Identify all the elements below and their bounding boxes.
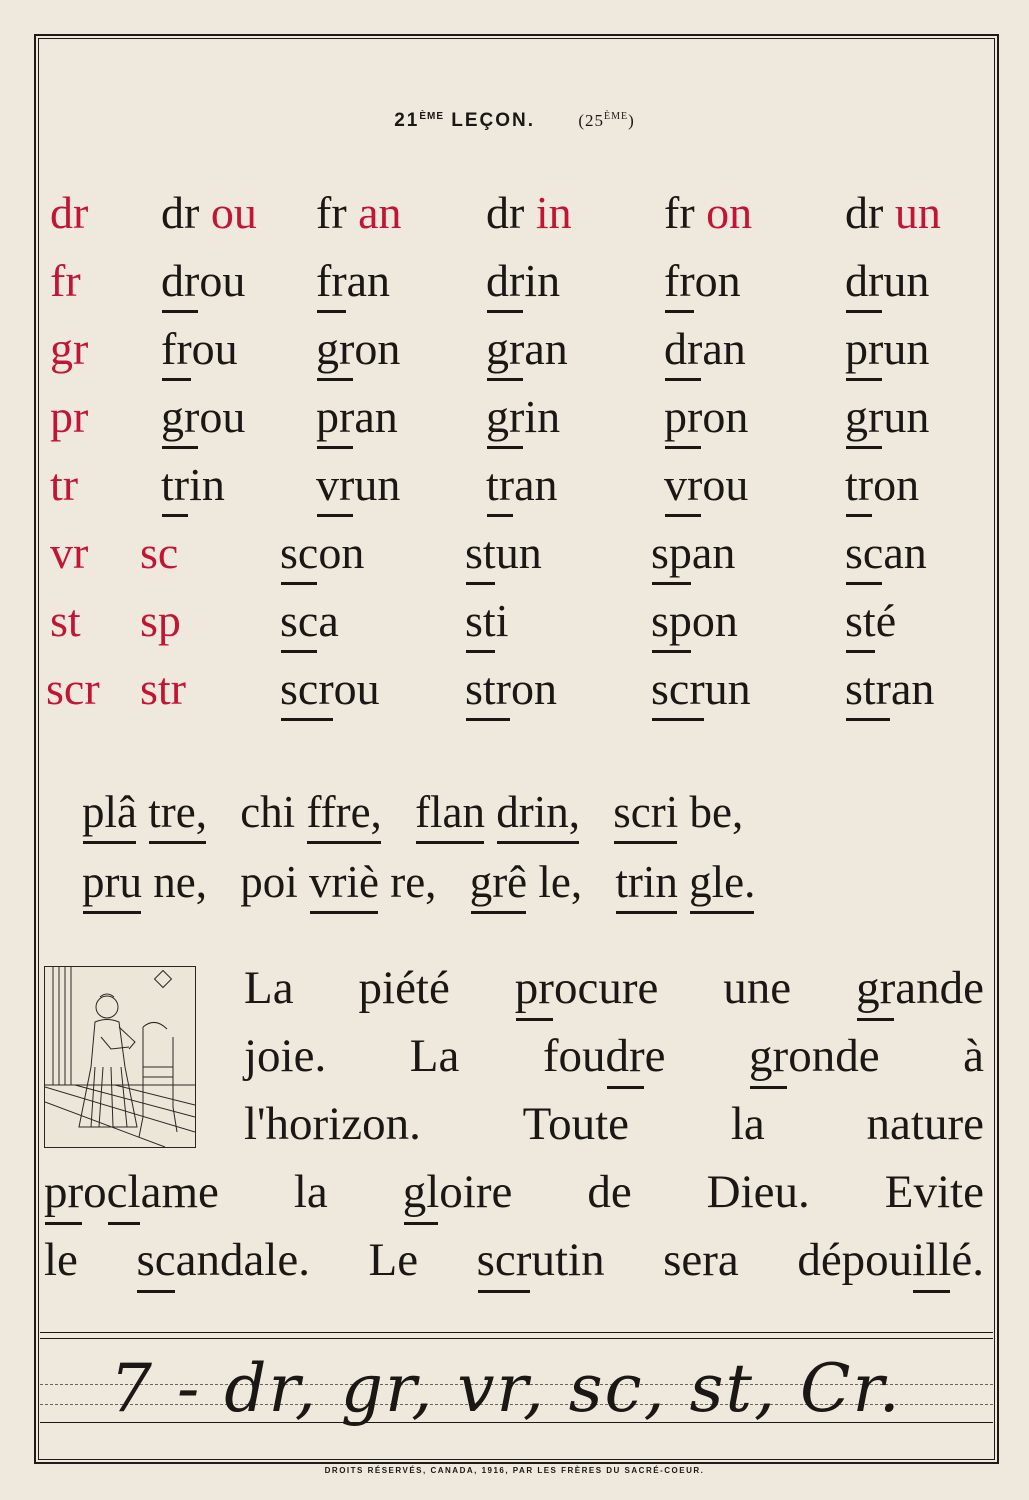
syl-part: ou <box>199 391 246 442</box>
syllable-label: scr <box>46 663 100 714</box>
word-syllable: ne, <box>153 857 207 907</box>
syllable <box>486 187 572 238</box>
syl-part: gr <box>161 391 200 442</box>
paragraph-line-3 <box>244 1098 984 1150</box>
syl-part: str <box>845 663 891 714</box>
syllable <box>486 255 561 306</box>
lesson-header <box>0 110 1029 132</box>
syllable <box>664 459 749 510</box>
paragraph-line-1 <box>244 962 984 1014</box>
para-word: la <box>293 1166 328 1218</box>
word-syllable: le, <box>538 857 583 907</box>
syl-part: on <box>873 459 920 510</box>
syl-part: ou <box>191 323 238 374</box>
word-syllable: ffre, <box>306 787 382 837</box>
word-syllable: gle. <box>689 857 756 907</box>
syl-part: fr <box>316 255 347 306</box>
syl-part: in <box>189 459 225 510</box>
para-word: la <box>730 1098 765 1150</box>
syl-part: dr <box>664 323 703 374</box>
syl-part: an <box>514 459 558 510</box>
para-word: procure <box>514 962 659 1014</box>
alt-num: (25 <box>578 111 605 130</box>
syl-part: tr <box>161 459 190 510</box>
syl-part: scr <box>280 663 334 714</box>
word-line-1 <box>82 787 744 837</box>
syl-part: str <box>465 663 511 714</box>
para-word: joie. <box>244 1030 327 1082</box>
syl-part: sc <box>280 527 319 578</box>
paragraph-line-4 <box>44 1166 984 1218</box>
syl-part: sc <box>280 595 319 646</box>
word-syllable: scri <box>613 787 679 837</box>
syl-part: st <box>465 527 496 578</box>
syl-part: an <box>358 187 402 238</box>
alt-sup: ÈME <box>604 111 629 122</box>
syl-part: st <box>465 595 496 646</box>
syl-part: un <box>883 255 930 306</box>
syl-part: un <box>354 459 401 510</box>
syl-part: on <box>694 255 741 306</box>
para-word: La <box>244 962 294 1014</box>
lesson-sup: ÈME <box>419 111 444 122</box>
syllable-label: dr <box>50 187 89 238</box>
para-word: scrutin <box>476 1234 605 1286</box>
syl-part: a <box>318 595 339 646</box>
word-syllable: re, <box>390 857 437 907</box>
syl-part: ou <box>199 255 246 306</box>
syllable-label: vr <box>50 527 89 578</box>
para-word: Toute <box>522 1098 630 1150</box>
syllable <box>845 459 920 510</box>
syl-part: gr <box>486 391 525 442</box>
para-word: dépouillé. <box>797 1234 984 1286</box>
syllable-label: gr <box>50 323 89 374</box>
syllable <box>161 255 246 306</box>
syllable <box>280 663 380 714</box>
syl-part: an <box>346 255 391 306</box>
syllable <box>161 391 246 442</box>
word-syllable: chi <box>240 787 296 837</box>
syl-part: an <box>354 391 398 442</box>
syl-part: sp <box>651 527 692 578</box>
copyright-footer: DROITS RÉSERVÉS, CANADA, 1916, PAR LES FRÈRES DU SACRÉ-COEUR. <box>324 1466 705 1475</box>
syl-part: vr <box>316 459 355 510</box>
handwriting-band <box>40 1332 993 1432</box>
word-syllable: poi <box>240 857 298 907</box>
para-word: Le <box>368 1234 419 1286</box>
syllable <box>845 527 927 578</box>
syllable <box>664 323 746 374</box>
syllable-label: sp <box>140 595 181 646</box>
para-word: le <box>44 1234 78 1286</box>
syl-part: st <box>845 595 876 646</box>
para-word: nature <box>866 1098 984 1150</box>
word-line-2 <box>82 857 756 907</box>
syl-part: on <box>318 527 365 578</box>
syl-part: dr <box>845 187 884 238</box>
syllable <box>280 527 365 578</box>
syl-part: gr <box>316 323 355 374</box>
syl-part: un <box>704 663 751 714</box>
syllable-label: sc <box>140 527 179 578</box>
syllable-label: str <box>140 663 186 714</box>
para-word: scandale. <box>136 1234 310 1286</box>
cursive-line: 7 - dr, gr, vr, sc, st, Cr. <box>110 1350 902 1427</box>
syllable-label: pr <box>50 391 89 442</box>
word-syllable: plâ <box>82 787 137 837</box>
paragraph-line-2 <box>244 1030 984 1082</box>
syl-part: fr <box>664 187 695 238</box>
syl-part: on <box>706 187 753 238</box>
syl-part: dr <box>486 187 525 238</box>
syl-part: tr <box>845 459 874 510</box>
syl-part: ou <box>702 459 749 510</box>
word-syllable: tre, <box>148 787 207 837</box>
lesson-alt-number <box>578 111 634 130</box>
lesson-word: LEÇON. <box>451 110 536 131</box>
syl-part: on <box>511 663 557 714</box>
para-word: de <box>587 1166 632 1218</box>
syl-part: gr <box>486 323 525 374</box>
syl-part: dr <box>161 187 200 238</box>
syllable <box>651 527 736 578</box>
syllable <box>465 663 557 714</box>
syllable <box>845 323 930 374</box>
syllable <box>316 391 398 442</box>
para-word: gloire <box>402 1166 513 1218</box>
word-syllable: trin <box>615 857 678 907</box>
syl-part: un <box>894 187 941 238</box>
syl-part: pr <box>316 391 355 442</box>
syl-part: fr <box>664 255 695 306</box>
syllable <box>316 323 401 374</box>
syl-part: an <box>883 527 927 578</box>
syllable <box>316 459 401 510</box>
syllable <box>651 663 751 714</box>
syllable-label: tr <box>50 459 79 510</box>
word-syllable: drin, <box>496 787 581 837</box>
syl-part: an <box>891 663 935 714</box>
praying-woman-icon <box>45 967 195 1147</box>
band-rule <box>40 1332 993 1333</box>
syl-part: an <box>524 323 568 374</box>
syl-part: fr <box>161 323 192 374</box>
para-word: grande <box>856 962 984 1014</box>
syl-part: gr <box>845 391 884 442</box>
para-word: piété <box>358 962 450 1014</box>
syllable <box>845 187 941 238</box>
syl-part: vr <box>664 459 703 510</box>
para-word: Evite <box>884 1166 984 1218</box>
syl-part: ou <box>333 663 380 714</box>
syllable <box>486 391 561 442</box>
syllable <box>486 323 568 374</box>
syl-part: sc <box>845 527 884 578</box>
para-word: Dieu. <box>706 1166 810 1218</box>
syllable <box>161 187 257 238</box>
syllable <box>651 595 738 646</box>
syllable <box>161 323 238 374</box>
para-word: proclame <box>44 1166 219 1218</box>
syllable <box>845 255 930 306</box>
syllable <box>845 663 935 714</box>
para-word: foudre <box>542 1030 666 1082</box>
word-syllable: be, <box>689 787 744 837</box>
syllable <box>486 459 558 510</box>
syl-part: in <box>524 255 561 306</box>
syllable <box>664 391 749 442</box>
syllable-label: fr <box>50 255 81 306</box>
syllable <box>845 595 897 646</box>
syl-part: an <box>702 323 746 374</box>
para-word: à <box>963 1030 984 1082</box>
syllable <box>465 595 509 646</box>
syllable <box>316 255 391 306</box>
syl-part: é <box>875 595 897 646</box>
syllable <box>845 391 930 442</box>
syl-part: i <box>495 595 509 646</box>
syl-part: scr <box>651 663 705 714</box>
alt-close: ) <box>628 111 635 130</box>
syl-part: pr <box>845 323 884 374</box>
syllable <box>465 527 542 578</box>
para-word: gronde <box>749 1030 880 1082</box>
syl-part: sp <box>651 595 692 646</box>
para-word: sera <box>663 1234 739 1286</box>
syl-part: tr <box>486 459 515 510</box>
syl-part: fr <box>316 187 347 238</box>
syl-part: dr <box>486 255 525 306</box>
band-rule <box>40 1338 993 1339</box>
lesson-number: 21 <box>394 110 420 131</box>
syllable <box>316 187 402 238</box>
word-syllable: vriè <box>309 857 379 907</box>
syl-part: in <box>535 187 572 238</box>
syllable <box>161 459 225 510</box>
word-syllable: pru <box>82 857 142 907</box>
syllable <box>664 187 753 238</box>
syl-part: an <box>691 527 736 578</box>
syl-part: un <box>495 527 542 578</box>
word-syllable: grê <box>469 857 528 907</box>
syl-part: pr <box>664 391 703 442</box>
syllable-label: st <box>50 595 81 646</box>
word-syllable: flan <box>415 787 486 837</box>
syl-part: on <box>702 391 749 442</box>
syl-part: un <box>883 323 930 374</box>
syl-part: dr <box>161 255 200 306</box>
syl-part: dr <box>845 255 884 306</box>
syl-part: un <box>883 391 930 442</box>
syl-part: on <box>354 323 401 374</box>
syllable <box>664 255 741 306</box>
syllable <box>280 595 339 646</box>
para-word: une <box>723 962 792 1014</box>
para-word: La <box>409 1030 460 1082</box>
syl-part: in <box>524 391 561 442</box>
syl-part: ou <box>210 187 257 238</box>
paragraph-line-5 <box>44 1234 984 1286</box>
woodcut-illustration <box>44 966 196 1148</box>
syl-part: on <box>691 595 738 646</box>
para-word: l'horizon. <box>244 1098 421 1150</box>
